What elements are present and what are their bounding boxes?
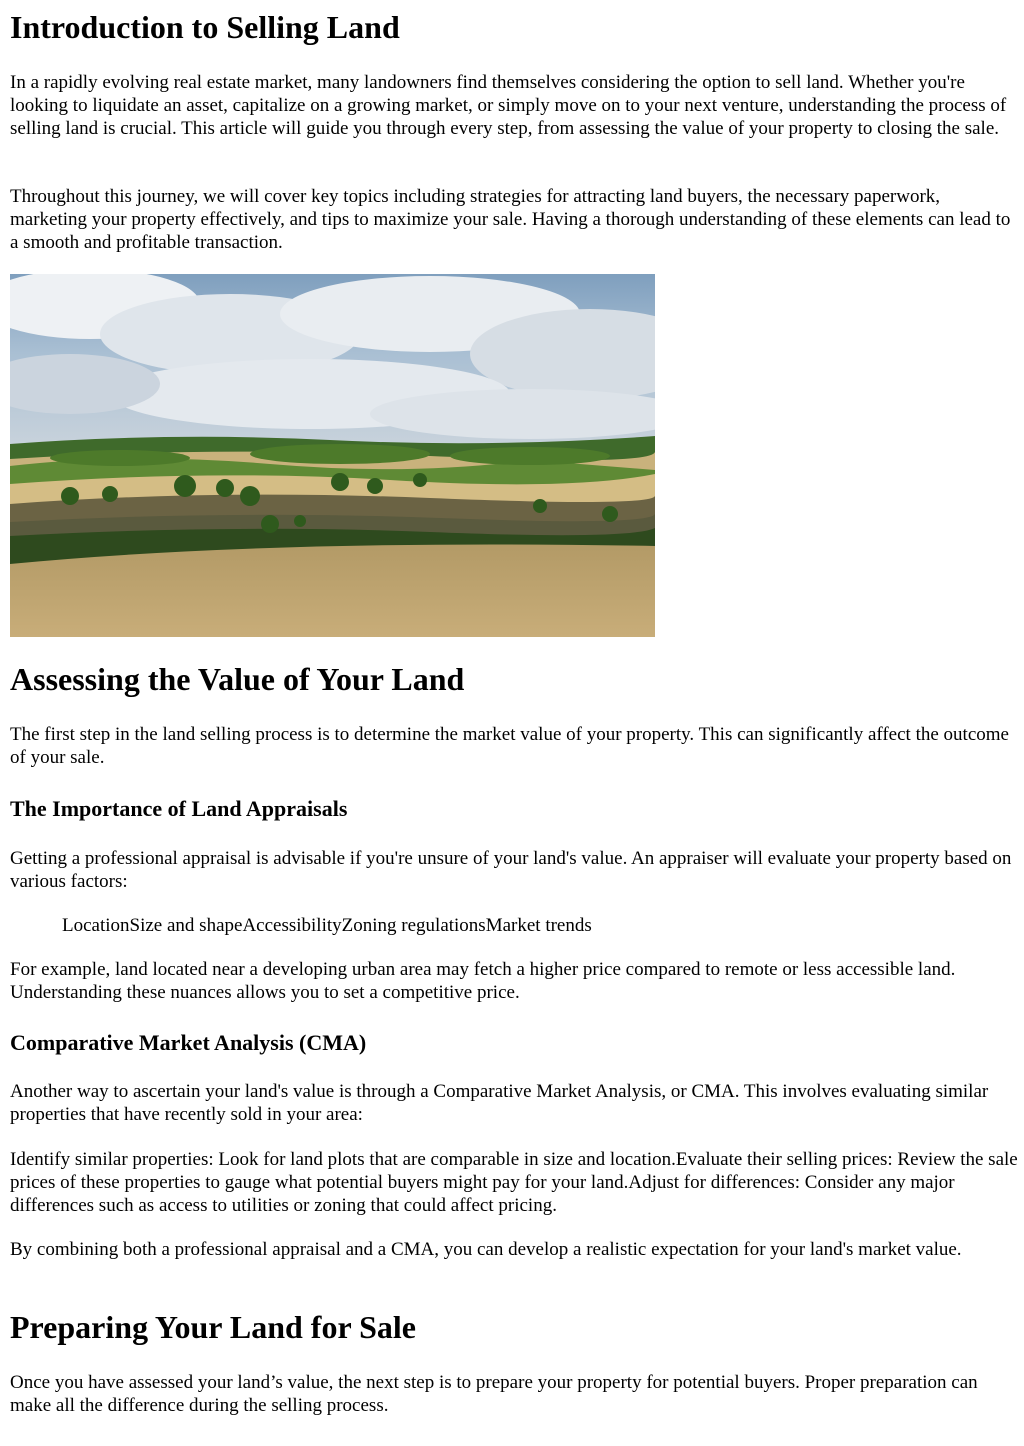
cma-heading: Comparative Market Analysis (CMA) xyxy=(10,1030,367,1055)
intro-paragraph-2: Throughout this journey, we will cover key topics including strategies for attracting land buyers, the necessary paperwork, marketing your property effectively, and tips to maximize your sale. Having a thorough understanding of these elements can lead to a smooth and profitable transaction. xyxy=(10,186,1011,253)
assessing-heading: Assessing the Value of Your Land xyxy=(10,661,465,697)
intro-paragraph-1: In a rapidly evolving real estate market, many landowners find themselves considering the option to sell land. Whether you're looking to liquidate an asset, capitalize on a growing market, or simply move on to your next venture, understanding the process of selling land is crucial. This article will guide you through every step, from assessing the value of your property to closing the sale. xyxy=(10,72,1007,139)
farmland-landscape-image xyxy=(10,274,655,637)
appraisals-heading: The Importance of Land Appraisals xyxy=(10,796,348,821)
assessing-paragraph: The first step in the land selling process is to determine the market value of your property. This can significantly affect the outcome of your sale. xyxy=(10,724,1009,768)
cma-steps-list: Identify similar properties: Look for land plots that are comparable in size and location.Evaluate their selling prices: Review the sale prices of these properties to gauge what potential buyers might pay for your land.Adjust for differences: Consider any major differences such as access to utilities or zoning that could affect pricing. xyxy=(10,1149,1018,1216)
preparing-paragraph: Once you have assessed your land’s value, the next step is to prepare your property for potential buyers. Proper preparation can make all the difference during the selling process. xyxy=(10,1372,978,1416)
list-item: Size and shape xyxy=(129,915,243,936)
intro-heading: Introduction to Selling Land xyxy=(10,9,400,45)
appraisals-paragraph-1: Getting a professional appraisal is advisable if you're unsure of your land's value. An appraiser will evaluate your property based on various factors: xyxy=(10,848,1012,892)
appraisals-paragraph-2: For example, land located near a developing urban area may fetch a higher price compared to remote or less accessible land. Understanding these nuances allows you to set a competitive price. xyxy=(10,959,956,1003)
list-item: Zoning regulations xyxy=(341,915,486,936)
cma-paragraph-1: Another way to ascertain your land's value is through a Comparative Market Analysis, or CMA. This involves evaluating similar properties that have recently sold in your area: xyxy=(10,1081,989,1125)
list-item: Location xyxy=(62,915,130,936)
preparing-heading: Preparing Your Land for Sale xyxy=(10,1309,416,1345)
cma-paragraph-2: By combining both a professional appraisal and a CMA, you can develop a realistic expectation for your land's market value. xyxy=(10,1239,962,1260)
list-item: Market trends xyxy=(485,915,592,936)
appraisal-factors-list xyxy=(62,914,592,937)
list-item: Accessibility xyxy=(242,915,342,936)
